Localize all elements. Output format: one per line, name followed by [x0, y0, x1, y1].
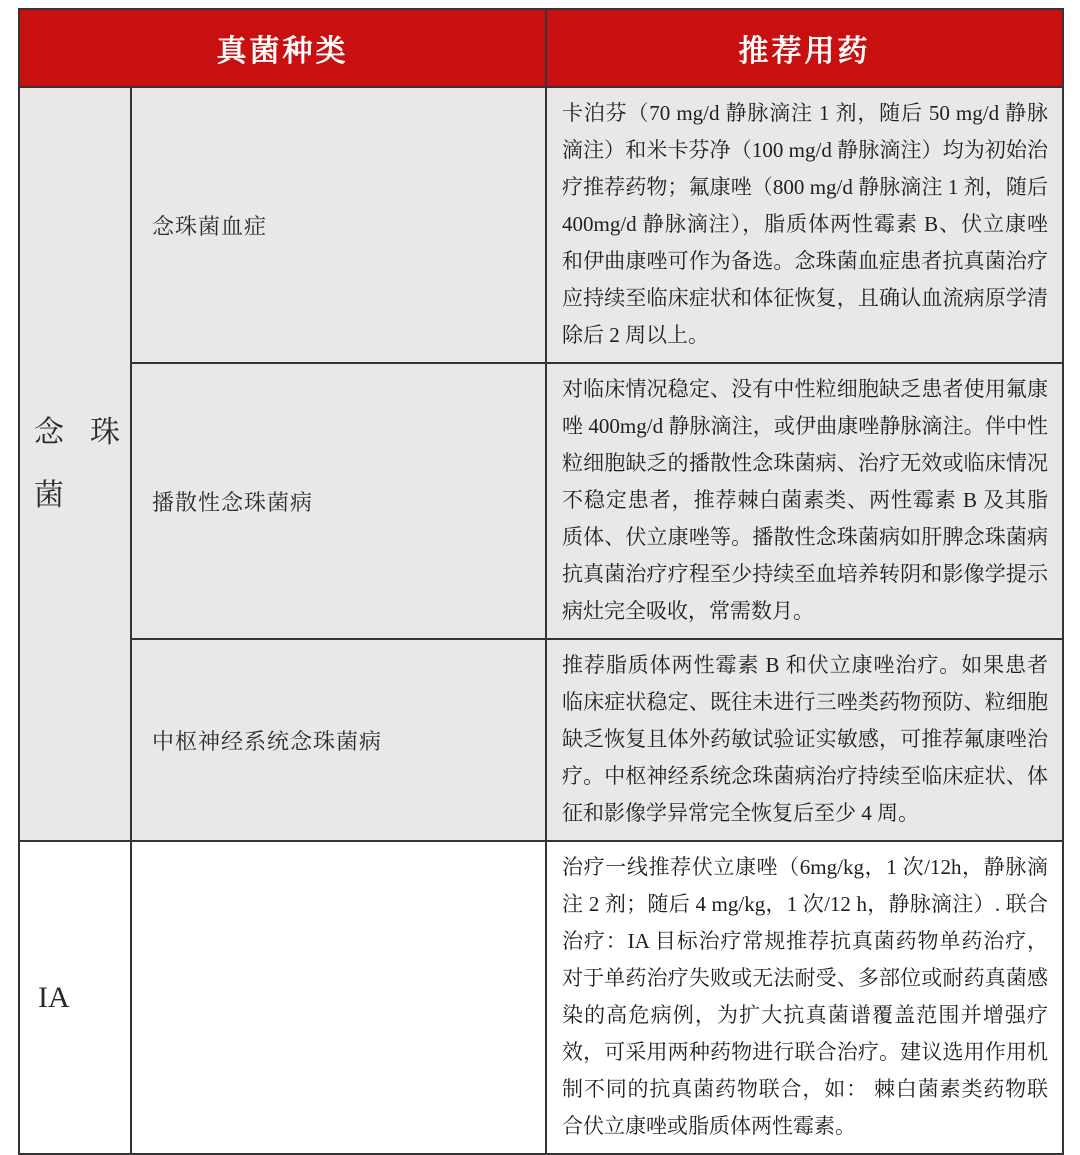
table-row-ia	[19, 841, 1063, 1154]
fungal-species-medication-table	[18, 8, 1064, 1155]
treatment-cell-ia: 治疗一线推荐伏立康唑（6mg/kg，1 次/12h，静脉滴注 2 剂；随后 4 mg/kg，1 次/12 h，静脉滴注）. 联合治疗：IA 目标治疗常规推荐抗真菌药物单药治疗，对于单药治疗失败或无法耐受、多部位或耐药真菌感染的高危病例，为扩大抗真菌谱覆盖范围并增强疗效，可采用两种药物进行联合治疗。建议选用作用机制不同的抗真菌药物联合，如： 棘白菌素类药物联合伏立康唑或脂质体两性霉素。	[546, 841, 1063, 1154]
treatment-cell-cns-candidiasis: 推荐脂质体两性霉素 B 和伏立康唑治疗。如果患者临床症状稳定、既往未进行三唑类药物预防、粒细胞缺乏恢复且体外药敏试验证实敏感，可推荐氟康唑治疗。中枢神经系统念珠菌病治疗持续至临床症状、体征和影像学异常完全恢复后至少 4 周。	[546, 639, 1063, 841]
header-recommended-medication-column: 推荐用药	[546, 9, 1063, 87]
treatment-cell-disseminated-candidiasis: 对临床情况稳定、没有中性粒细胞缺乏患者使用氟康唑 400mg/d 静脉滴注，或伊曲康唑静脉滴注。伴中性粒细胞缺乏的播散性念珠菌病、治疗无效或临床情况不稳定患者，推荐棘白菌素类、两性霉素 B 及其脂质体、伏立康唑等。播散性念珠菌病如肝脾念珠菌病抗真菌治疗疗程至少持续至血培养转阴和影像学提示病灶完全吸收，常需数月。	[546, 363, 1063, 639]
table-header-row	[19, 9, 1063, 87]
disease-cell-candidemia: 念珠菌血症	[131, 87, 546, 363]
treatment-cell-candidemia: 卡泊芬（70 mg/d 静脉滴注 1 剂，随后 50 mg/d 静脉滴注）和米卡芬净（100 mg/d 静脉滴注）均为初始治疗推荐药物；氟康唑（800 mg/d 静脉滴注 1 剂，随后 400mg/d 静脉滴注），脂质体两性霉素 B、伏立康唑和伊曲康唑可作为备选。念珠菌血症患者抗真菌治疗应持续至临床症状和体征恢复，且确认血流病原学清除后 2 周以上。	[546, 87, 1063, 363]
disease-cell-ia-empty	[131, 841, 546, 1154]
disease-cell-cns-candidiasis: 中枢神经系统念珠菌病	[131, 639, 546, 841]
species-cell-ia: IA	[19, 841, 131, 1154]
table-row-cns-candidiasis	[19, 639, 1063, 841]
species-label-candida: 念珠菌	[34, 416, 120, 512]
table-row-candidemia	[19, 87, 1063, 363]
disease-cell-disseminated-candidiasis: 播散性念珠菌病	[131, 363, 546, 639]
species-cell-candida	[19, 87, 131, 841]
header-fungal-species-column: 真菌种类	[19, 9, 546, 87]
table-row-disseminated-candidiasis	[19, 363, 1063, 639]
